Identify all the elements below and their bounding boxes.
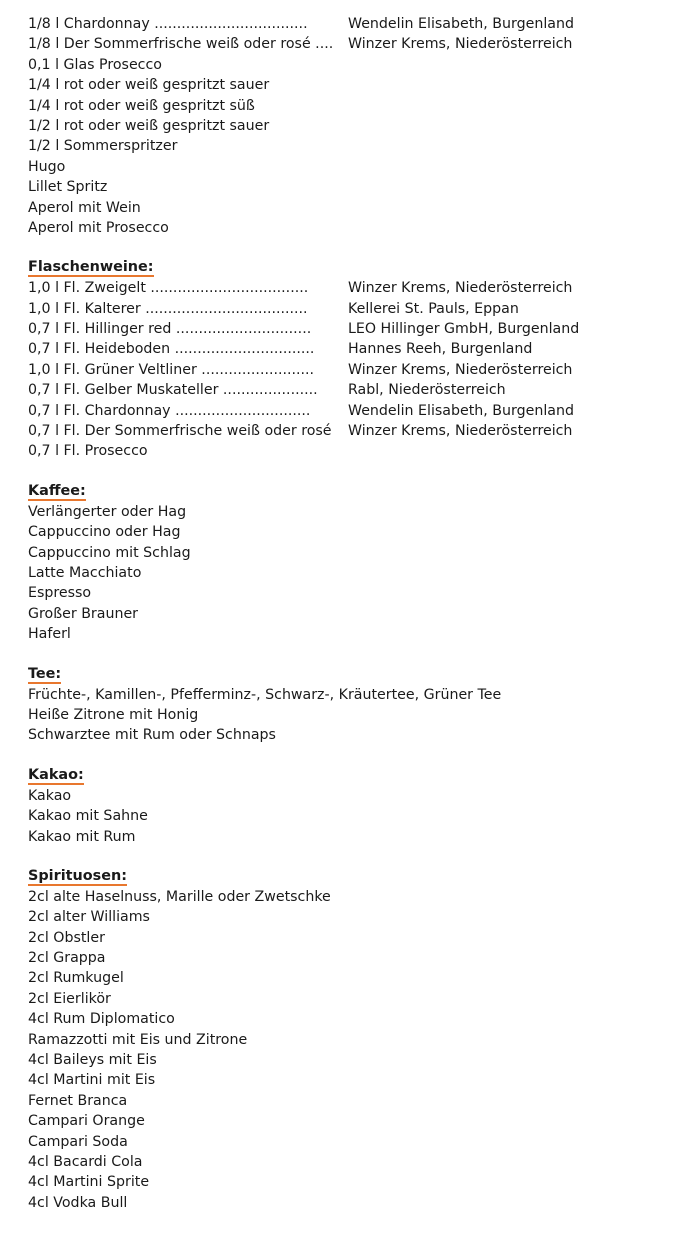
list-item: Lillet Spritz bbox=[28, 179, 108, 196]
item-origin: Wendelin Elisabeth, Burgenland bbox=[348, 402, 574, 419]
list-item: Kakao mit Rum bbox=[28, 828, 136, 845]
list-item: Campari Soda bbox=[28, 1133, 128, 1150]
list-item: Hugo bbox=[28, 158, 66, 175]
item-origin: Winzer Krems, Niederösterreich bbox=[348, 280, 573, 297]
section-heading: Spirituosen: bbox=[28, 865, 127, 887]
list-item: 2cl Eierlikör bbox=[28, 990, 111, 1007]
item-origin: Winzer Krems, Niederösterreich bbox=[348, 361, 573, 378]
list-item bbox=[28, 14, 688, 34]
item-origin: Rabl, Niederösterreich bbox=[348, 382, 506, 399]
list-item bbox=[28, 299, 688, 319]
item-name: 0,7 l Fl. Der Sommerfrische weiß oder rosé bbox=[28, 423, 332, 440]
list-item bbox=[28, 278, 688, 298]
list-item: Kakao mit Sahne bbox=[28, 808, 148, 825]
item-name: 0,7 l Fl. Heideboden ............................... bbox=[28, 341, 315, 358]
list-item: 2cl Obstler bbox=[28, 929, 105, 946]
list-item bbox=[28, 34, 688, 54]
section-heading: Flaschenweine: bbox=[28, 256, 154, 278]
item-origin: Kellerei St. Pauls, Eppan bbox=[348, 300, 519, 317]
list-item bbox=[28, 380, 688, 400]
item-name: 0,7 l Fl. Gelber Muskateller ..................... bbox=[28, 382, 318, 399]
list-item: 2cl Rumkugel bbox=[28, 970, 124, 987]
list-item: 4cl Vodka Bull bbox=[28, 1194, 128, 1211]
list-item: 0,7 l Fl. Prosecco bbox=[28, 443, 148, 460]
item-name: 1/8 l Chardonnay .................................. bbox=[28, 16, 308, 32]
flaschenweine-section bbox=[28, 256, 688, 462]
list-item: Großer Brauner bbox=[28, 605, 139, 622]
list-item: 4cl Baileys mit Eis bbox=[28, 1052, 157, 1069]
item-name: 1,0 l Fl. Zweigelt ................................... bbox=[28, 280, 309, 297]
kakao-section bbox=[28, 764, 688, 847]
list-item bbox=[28, 401, 688, 421]
list-item: Aperol mit Prosecco bbox=[28, 219, 169, 236]
list-item: Fernet Branca bbox=[28, 1092, 128, 1109]
list-item: 1/4 l rot oder weiß gespritzt sauer bbox=[28, 77, 270, 94]
list-item: Cappuccino oder Hag bbox=[28, 524, 181, 541]
offene-weine-section bbox=[28, 14, 688, 238]
list-item bbox=[28, 421, 688, 441]
list-item bbox=[28, 339, 688, 359]
item-origin: Hannes Reeh, Burgenland bbox=[348, 341, 533, 358]
list-item: Verlängerter oder Hag bbox=[28, 503, 187, 520]
list-item: 4cl Martini mit Eis bbox=[28, 1072, 156, 1089]
item-origin: Winzer Krems, Niederösterreich bbox=[348, 423, 573, 440]
list-item: Campari Orange bbox=[28, 1113, 145, 1130]
list-item: 1/2 l Sommerspritzer bbox=[28, 138, 178, 155]
list-item: Cappuccino mit Schlag bbox=[28, 544, 191, 561]
list-item: Heiße Zitrone mit Honig bbox=[28, 706, 199, 723]
list-item: 2cl alter Williams bbox=[28, 909, 150, 926]
menu-page bbox=[28, 14, 688, 1213]
list-item bbox=[28, 319, 688, 339]
section-heading: Kakao: bbox=[28, 764, 84, 786]
spirituosen-section bbox=[28, 865, 688, 1213]
list-item: 1/2 l rot oder weiß gespritzt sauer bbox=[28, 117, 270, 134]
list-item: 4cl Bacardi Cola bbox=[28, 1153, 143, 1170]
tee-section bbox=[28, 663, 688, 746]
list-item: Früchte-, Kamillen-, Pfefferminz-, Schwarz-, Kräutertee, Grüner Tee bbox=[28, 686, 502, 703]
list-item: Latte Macchiato bbox=[28, 564, 142, 581]
list-item: Espresso bbox=[28, 585, 92, 602]
kaffee-section bbox=[28, 480, 688, 645]
list-item: 2cl Grappa bbox=[28, 950, 106, 967]
item-origin: LEO Hillinger GmbH, Burgenland bbox=[348, 321, 580, 338]
list-item: Haferl bbox=[28, 626, 71, 643]
list-item: Ramazzotti mit Eis und Zitrone bbox=[28, 1031, 248, 1048]
item-name: 1,0 l Fl. Grüner Veltliner ......................... bbox=[28, 361, 315, 378]
item-name: 0,7 l Fl. Hillinger red .............................. bbox=[28, 321, 312, 338]
list-item: 4cl Rum Diplomatico bbox=[28, 1011, 175, 1028]
item-origin: Wendelin Elisabeth, Burgenland bbox=[348, 16, 574, 32]
list-item: Schwarztee mit Rum oder Schnaps bbox=[28, 727, 276, 744]
section-heading: Tee: bbox=[28, 663, 61, 685]
item-name: 1,0 l Fl. Kalterer .................................... bbox=[28, 300, 308, 317]
list-item: 2cl alte Haselnuss, Marille oder Zwetschke bbox=[28, 888, 331, 905]
item-name: 0,7 l Fl. Chardonnay .............................. bbox=[28, 402, 311, 419]
item-origin: Winzer Krems, Niederösterreich bbox=[348, 36, 573, 53]
list-item: 1/4 l rot oder weiß gespritzt süß bbox=[28, 97, 255, 114]
section-heading: Kaffee: bbox=[28, 480, 86, 502]
list-item: Aperol mit Wein bbox=[28, 199, 141, 216]
list-item: Kakao bbox=[28, 787, 72, 804]
list-item bbox=[28, 360, 688, 380]
list-item: 4cl Martini Sprite bbox=[28, 1174, 150, 1191]
item-name: 1/8 l Der Sommerfrische weiß oder rosé .... bbox=[28, 36, 334, 53]
list-item: 0,1 l Glas Prosecco bbox=[28, 56, 162, 73]
